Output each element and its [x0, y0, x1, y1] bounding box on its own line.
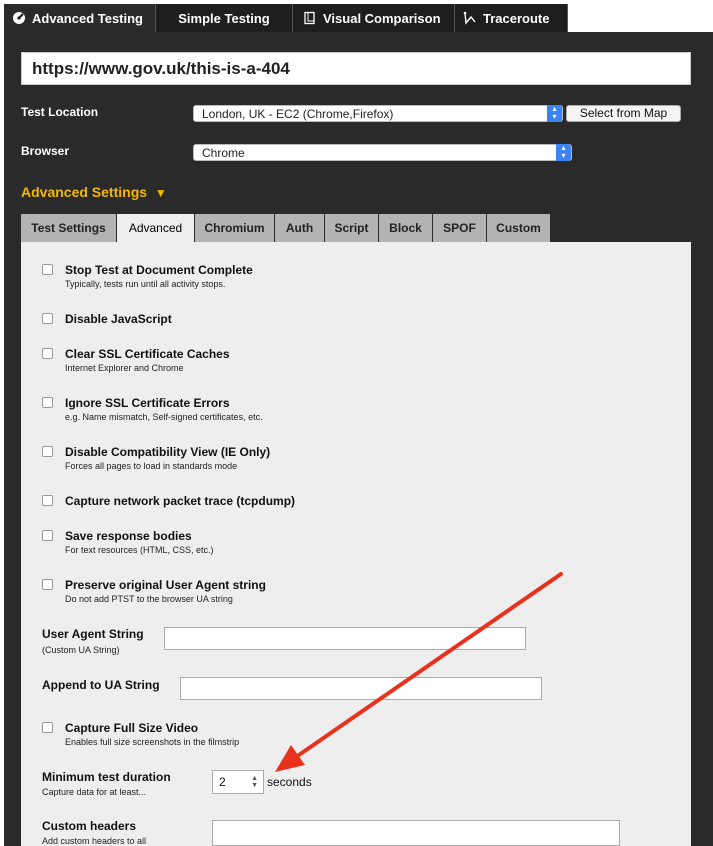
- option-title: Disable Compatibility View (IE Only): [65, 445, 271, 459]
- tab-label: Visual Comparison: [323, 10, 441, 26]
- option-desc: For text resources (HTML, CSS, etc.): [65, 545, 214, 555]
- user-agent-label: User Agent String: [42, 627, 144, 641]
- url-input[interactable]: https://www.gov.uk/this-is-a-404: [21, 52, 691, 85]
- caret-down-icon: ▼: [154, 186, 167, 200]
- advanced-settings-label: Advanced Settings: [21, 184, 148, 200]
- browser-select[interactable]: [193, 144, 572, 161]
- option-desc: Do not add PTST to the browser UA string: [65, 594, 233, 604]
- select-arrows-icon: ▴ ▾: [547, 105, 562, 122]
- advanced-tab-content: [21, 242, 691, 846]
- tab-auth[interactable]: Auth: [275, 214, 325, 242]
- option-title: Ignore SSL Certificate Errors: [65, 396, 230, 410]
- tab-simple-testing[interactable]: [156, 4, 293, 32]
- append-ua-input[interactable]: [180, 677, 542, 700]
- min-duration-stepper[interactable]: [212, 770, 264, 794]
- checkbox[interactable]: [42, 530, 53, 541]
- checkbox[interactable]: [42, 495, 53, 506]
- select-from-map-button[interactable]: Select from Map: [566, 105, 681, 122]
- tab-chromium[interactable]: Chromium: [195, 214, 275, 242]
- tab-spof[interactable]: SPOF: [433, 214, 487, 242]
- option-title: Clear SSL Certificate Caches: [65, 347, 230, 361]
- option-desc: Forces all pages to load in standards mode: [65, 461, 238, 471]
- tab-label: Advanced Testing: [32, 10, 144, 26]
- checkbox[interactable]: [42, 397, 53, 408]
- option-title: Preserve original User Agent string: [65, 578, 266, 592]
- tab-visual-comparison[interactable]: [293, 4, 455, 32]
- tab-label: Simple Testing: [178, 10, 270, 26]
- min-duration-label: Minimum test duration: [42, 770, 171, 784]
- test-location-label: Test Location: [21, 105, 99, 119]
- checkbox[interactable]: [42, 313, 53, 324]
- custom-headers-desc: Add custom headers to all: [42, 836, 147, 846]
- route-icon: [463, 11, 477, 25]
- tab-test-settings[interactable]: Test Settings: [21, 214, 117, 242]
- gauge-icon: [12, 11, 26, 25]
- tab-script[interactable]: Script: [325, 214, 379, 242]
- test-location-select[interactable]: [193, 105, 563, 122]
- option-title: Capture Full Size Video: [65, 721, 199, 735]
- checkbox[interactable]: [42, 579, 53, 590]
- min-duration-unit: seconds: [267, 775, 312, 789]
- checkbox[interactable]: [42, 446, 53, 457]
- option-desc: Internet Explorer and Chrome: [65, 363, 184, 373]
- tab-label: Traceroute: [483, 10, 550, 26]
- option-title: Save response bodies: [65, 529, 192, 543]
- custom-headers-label: Custom headers: [42, 819, 137, 833]
- user-agent-input[interactable]: [164, 627, 526, 650]
- option-desc: Typically, tests run until all activity stops.: [65, 279, 226, 289]
- min-duration-desc: Capture data for at least...: [42, 787, 147, 797]
- append-ua-label: Append to UA String: [42, 678, 160, 692]
- tab-advanced[interactable]: Advanced: [117, 214, 195, 242]
- custom-headers-textarea[interactable]: [212, 820, 620, 846]
- min-duration-value: 2: [219, 775, 226, 789]
- checkbox[interactable]: [42, 264, 53, 275]
- option-title: Capture network packet trace (tcpdump): [65, 494, 296, 508]
- user-agent-desc: (Custom UA String): [42, 645, 120, 655]
- browser-label: Browser: [21, 144, 70, 158]
- tab-advanced-testing[interactable]: [4, 4, 156, 32]
- option-desc: Enables full size screenshots in the filmstrip: [65, 737, 240, 747]
- checkbox[interactable]: [42, 348, 53, 359]
- option-desc: e.g. Name mismatch, Self-signed certificates, etc.: [65, 412, 263, 422]
- checkbox[interactable]: [42, 722, 53, 733]
- tab-block[interactable]: Block: [379, 214, 433, 242]
- top-tab-bar: [0, 0, 713, 32]
- stepper-arrows-icon[interactable]: ▲ ▼: [251, 775, 258, 789]
- select-arrows-icon: ▴ ▾: [556, 144, 571, 161]
- tab-custom[interactable]: Custom: [487, 214, 551, 242]
- option-title: Disable JavaScript: [65, 312, 172, 326]
- test-location-value: London, UK - EC2 (Chrome,Firefox): [202, 107, 394, 121]
- option-title: Stop Test at Document Complete: [65, 263, 253, 277]
- tab-traceroute[interactable]: [455, 4, 568, 32]
- document-icon: [303, 11, 317, 25]
- advanced-settings-toggle[interactable]: [21, 184, 167, 200]
- browser-value: Chrome: [202, 146, 245, 160]
